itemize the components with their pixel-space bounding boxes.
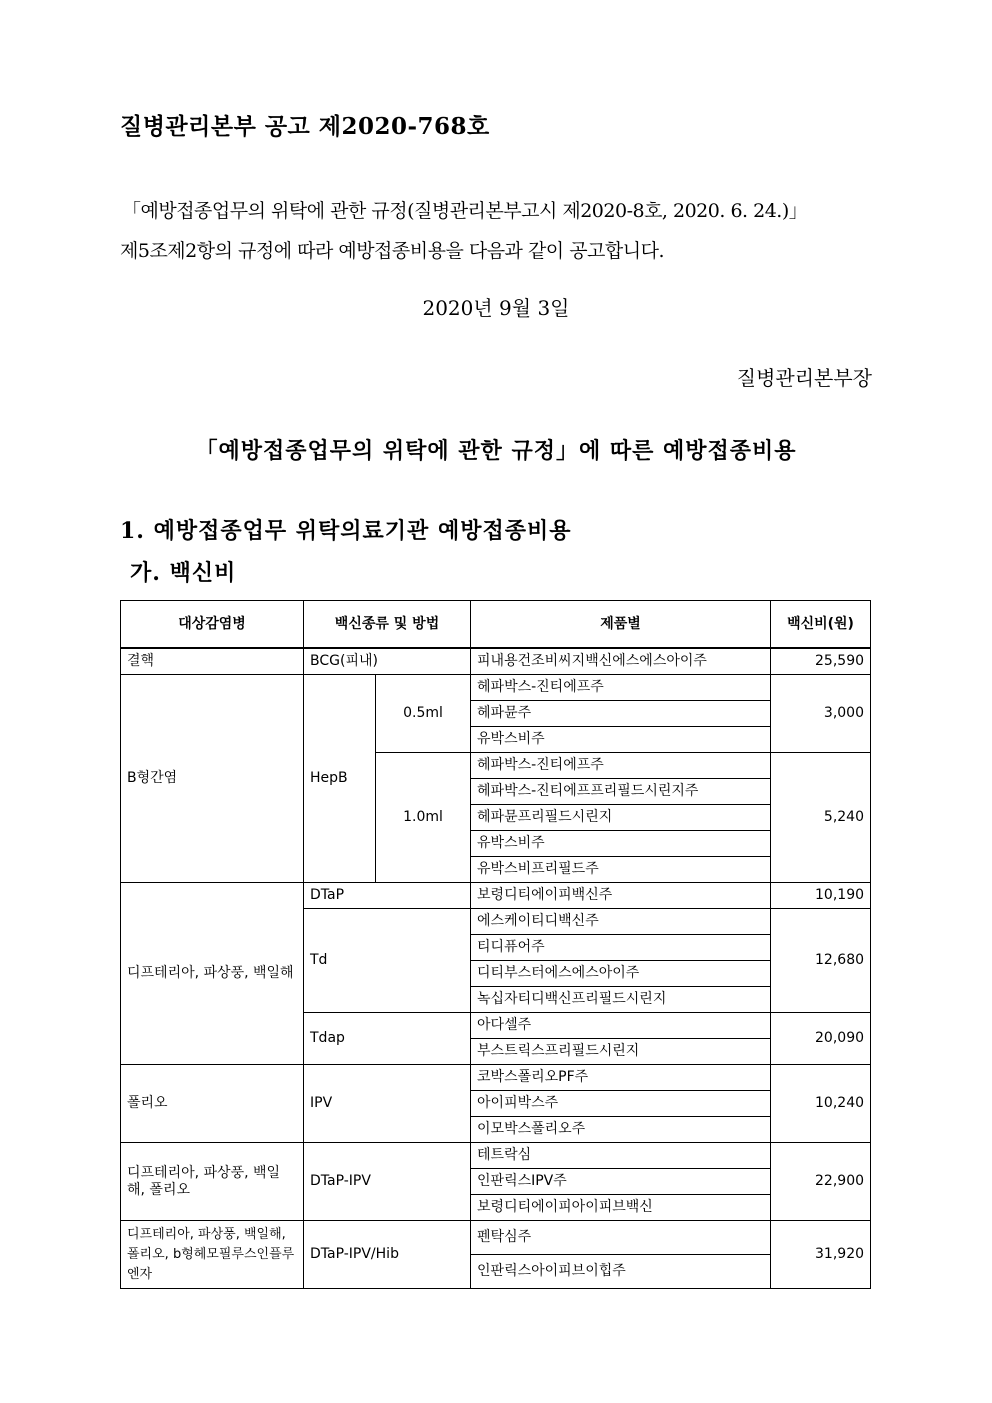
method-cell: DTaP-IPV/Hib bbox=[304, 1221, 471, 1289]
product-cell: 테트락심 bbox=[471, 1143, 771, 1169]
disease-cell: 결핵 bbox=[121, 648, 304, 675]
cost-cell: 31,920 bbox=[771, 1221, 871, 1289]
section-heading: 1. 예방접종업무 위탁의료기관 예방접종비용 bbox=[120, 518, 572, 544]
table-row bbox=[121, 648, 871, 675]
disease-cell: 폴리오 bbox=[121, 1065, 304, 1143]
cost-cell: 10,240 bbox=[771, 1065, 871, 1143]
cost-cell: 20,090 bbox=[771, 1013, 871, 1065]
product-cell: 유박스비프리필드주 bbox=[471, 857, 771, 883]
method-cell: DTaP-IPV bbox=[304, 1143, 471, 1221]
header-disease: 대상감염병 bbox=[121, 601, 304, 649]
product-cell: 부스트릭스프리필드시린지 bbox=[471, 1039, 771, 1065]
dose-cell: 0.5ml bbox=[376, 675, 471, 753]
header-cost: 백신비(원) bbox=[771, 601, 871, 649]
product-cell: 인판릭스아이피브이힙주 bbox=[471, 1255, 771, 1289]
issuer: 질병관리본부장 bbox=[736, 366, 872, 390]
subsection-heading: 가. 백신비 bbox=[130, 560, 237, 586]
table-header-row bbox=[121, 601, 871, 649]
cost-cell: 12,680 bbox=[771, 909, 871, 1013]
product-cell: 헤파뮨프리필드시린지 bbox=[471, 805, 771, 831]
table-row bbox=[121, 1065, 871, 1091]
product-cell: 디티부스터에스에스아이주 bbox=[471, 961, 771, 987]
cost-cell: 3,000 bbox=[771, 675, 871, 753]
table-row bbox=[121, 1221, 871, 1255]
header-product: 제품별 bbox=[471, 601, 771, 649]
dose-cell: 1.0ml bbox=[376, 753, 471, 883]
disease-cell: B형간염 bbox=[121, 675, 304, 883]
product-cell: 에스케이티디백신주 bbox=[471, 909, 771, 935]
product-cell: 헤파뮨주 bbox=[471, 701, 771, 727]
product-cell: 아이피박스주 bbox=[471, 1091, 771, 1117]
table-row bbox=[121, 675, 871, 701]
product-cell: 티디퓨어주 bbox=[471, 935, 771, 961]
cost-cell: 25,590 bbox=[771, 648, 871, 675]
notice-number: 질병관리본부 공고 제2020-768호 bbox=[120, 113, 490, 140]
intro-text-line-1: 「예방접종업무의 위탁에 관한 규정(질병관리본부고시 제2020-8호, 2020. 6. 24.)」 bbox=[122, 200, 808, 222]
product-cell: 유박스비주 bbox=[471, 727, 771, 753]
header-method: 백신종류 및 방법 bbox=[304, 601, 471, 649]
cost-cell: 10,190 bbox=[771, 883, 871, 909]
cost-cell: 5,240 bbox=[771, 753, 871, 883]
method-cell: BCG(피내) bbox=[304, 648, 471, 675]
method-cell: Td bbox=[304, 909, 471, 1013]
product-cell: 인판릭스IPV주 bbox=[471, 1169, 771, 1195]
notice-date: 2020년 9월 3일 bbox=[422, 296, 570, 320]
vaccine-cost-table bbox=[120, 600, 871, 1289]
product-cell: 헤파박스-진티에프주 bbox=[471, 753, 771, 779]
method-cell: DTaP bbox=[304, 883, 471, 909]
document-title: 「예방접종업무의 위탁에 관한 규정」에 따른 예방접종비용 bbox=[195, 438, 797, 464]
product-cell: 아다셀주 bbox=[471, 1013, 771, 1039]
disease-cell: 디프테리아, 파상풍, 백일해, 폴리오 bbox=[121, 1143, 304, 1221]
product-cell: 피내용건조비씨지백신에스에스아이주 bbox=[471, 648, 771, 675]
product-cell: 보령디티에이피아이피브백신 bbox=[471, 1195, 771, 1221]
table-row bbox=[121, 883, 871, 909]
product-cell: 유박스비주 bbox=[471, 831, 771, 857]
cost-cell: 22,900 bbox=[771, 1143, 871, 1221]
disease-cell: 디프테리아, 파상풍, 백일해, 폴리오, b형헤모필루스인플루엔자 bbox=[121, 1221, 304, 1289]
product-cell: 이모박스폴리오주 bbox=[471, 1117, 771, 1143]
product-cell: 펜탁심주 bbox=[471, 1221, 771, 1255]
disease-cell: 디프테리아, 파상풍, 백일해 bbox=[121, 883, 304, 1065]
product-cell: 녹십자티디백신프리필드시린지 bbox=[471, 987, 771, 1013]
product-cell: 헤파박스-진티에프주 bbox=[471, 675, 771, 701]
product-cell: 보령디티에이피백신주 bbox=[471, 883, 771, 909]
product-cell: 헤파박스-진티에프프리필드시린지주 bbox=[471, 779, 771, 805]
method-cell: HepB bbox=[304, 675, 376, 883]
intro-text-line-2: 제5조제2항의 규정에 따라 예방접종비용을 다음과 같이 공고합니다. bbox=[120, 240, 665, 262]
product-cell: 코박스폴리오PF주 bbox=[471, 1065, 771, 1091]
method-cell: IPV bbox=[304, 1065, 471, 1143]
table-row bbox=[121, 1143, 871, 1169]
method-cell: Tdap bbox=[304, 1013, 471, 1065]
